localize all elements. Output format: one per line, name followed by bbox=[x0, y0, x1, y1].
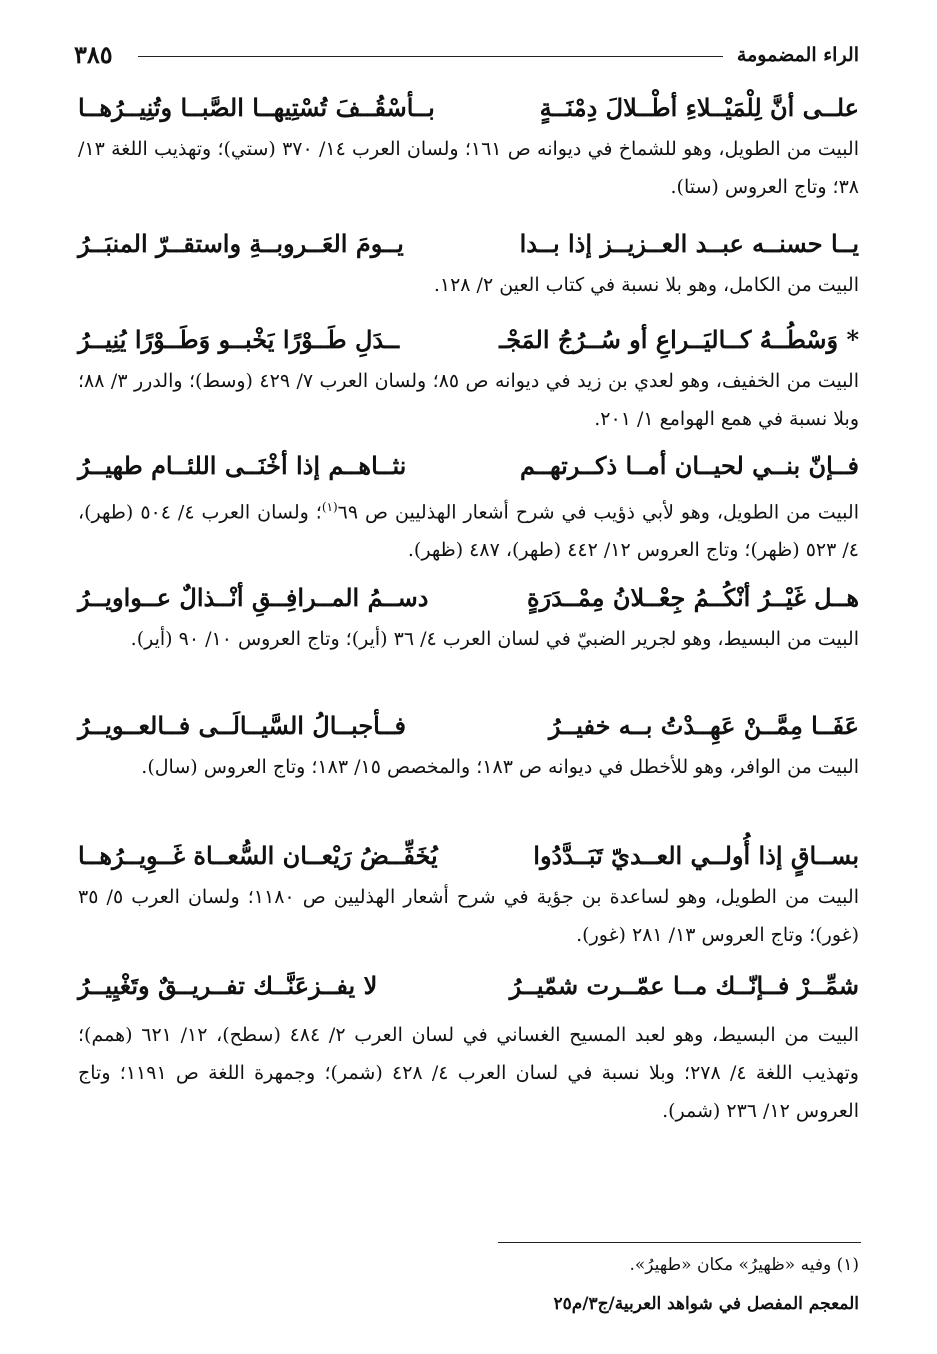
running-title: الراء المضمومة bbox=[736, 44, 859, 66]
footnote-marker: (١) bbox=[321, 500, 338, 514]
verse-entry bbox=[78, 88, 859, 206]
verse-line bbox=[78, 224, 859, 264]
source-note: البيت من الخفيف، وهو لعدي بن زيد في ديوانه ص ٨٥؛ ولسان العرب ٧/ ٤٢٩ (وسط)؛ والدرر ٣/ ٨٨؛ وبلا نسبة في همع الهوامع ١/ ٢٠١. bbox=[78, 370, 859, 430]
footnote-rule bbox=[498, 1242, 861, 1243]
source-note: البيت من البسيط، وهو لجرير الضبيّ في لسان العرب ٤/ ٣٦ (أير)؛ وتاج العروس ١٠/ ٩٠ (أير). bbox=[130, 628, 859, 650]
source-note: البيت من الوافر، وهو للأخطل في ديوانه ص ١٨٣؛ والمخصص ١٥/ ١٨٣؛ وتاج العروس (سال). bbox=[141, 756, 859, 778]
verse-line bbox=[78, 966, 859, 1006]
verse-entry bbox=[78, 966, 859, 1130]
verse-line bbox=[78, 88, 859, 128]
first-hemistich: * وَسْطُــهُ كــاليَــراعِ أو سُــرُجُ المَجْـ bbox=[499, 325, 859, 354]
verse-line bbox=[78, 320, 859, 360]
page-header bbox=[74, 40, 859, 70]
second-hemistich: دســمُ المــرافِــقِ أنْــذالٌ عــواويــرُ bbox=[78, 583, 429, 612]
second-hemistich: ــدَلِ طَــوْرًا يَخْبــو وَطَــوْرًا يُنِيــرُ bbox=[78, 325, 400, 354]
source-text-continued: ؛ ولسان العرب ٤/ ٥٠٤ (طهر)، ٤/ ٥٢٣ (ظهر)؛ وتاج العروس ١٢/ ٤٤٢ (طهر)، ٤٨٧ (ظهر). bbox=[78, 501, 859, 562]
verse-entry bbox=[78, 446, 859, 569]
verse-entry bbox=[78, 706, 859, 786]
page-footer: المعجم المفصل في شواهد العربية/ج٣/م٢٥ bbox=[553, 1294, 859, 1314]
first-hemistich: علــى أنَّ لِلْمَيْــلاءِ أطْــلالَ دِمْنَــةٍ bbox=[539, 93, 859, 122]
second-hemistich: نثــاهــم إذا أخْنَــى اللئــام طهيــرُ bbox=[78, 451, 407, 480]
verse-entry bbox=[78, 224, 859, 304]
first-hemistich: عَفَــا مِمَّــنْ عَهِــدْتُ بــه خفيــرُ bbox=[548, 711, 859, 740]
verse-line bbox=[78, 706, 859, 746]
verse-entry bbox=[78, 320, 859, 438]
verse-entry bbox=[78, 578, 859, 658]
page-number: ٣٨٥ bbox=[74, 40, 113, 69]
verse-line bbox=[78, 578, 859, 618]
source-note: البيت من الطويل، وهو للشماخ في ديوانه ص ١٦١؛ ولسان العرب ١٤/ ٣٧٠ (ستي)؛ وتهذيب اللغة ١٣/ ٣٨؛ وتاج العروس (ستا). bbox=[78, 138, 859, 198]
second-hemistich: يــومَ العَــروبــةِ واستقــرّ المنبَــرُ bbox=[78, 229, 404, 258]
verse-line bbox=[78, 446, 859, 486]
source-note bbox=[78, 488, 859, 569]
first-hemistich: شمِّــرْ فــإنّــك مــا عمّــرت شمّيــرُ bbox=[509, 971, 859, 1000]
verse-entry bbox=[78, 836, 859, 954]
footnote: (١) وفيه «ظهيرُ» مكان «طهيرُ». bbox=[629, 1255, 859, 1275]
first-hemistich: فــإنّ بنــي لحيــان أمــا ذكــرتهــم bbox=[519, 451, 859, 480]
first-hemistich: يــا حسنــه عبــد العــزيــز إذا بــدا bbox=[519, 229, 859, 258]
second-hemistich: بــأسْقُــفَ تُسْتِيهــا الصَّبــا وتُنِيــرُهــا bbox=[78, 93, 435, 122]
verse-line bbox=[78, 836, 859, 876]
second-hemistich: فــأجبــالُ السَّيــالَــى فــالعــويــرُ bbox=[78, 711, 407, 740]
second-hemistich: يُخَفِّــضُ رَيْعــان السُّعــاة غَــوِيــرُهــا bbox=[78, 841, 438, 870]
source-note: البيت من الكامل، وهو بلا نسبة في كتاب العين ٢/ ١٢٨. bbox=[433, 274, 859, 296]
source-note: البيت من الطويل، وهو لساعدة بن جؤية في شرح أشعار الهذليين ص ١١٨٠؛ ولسان العرب ٥/ ٣٥ (غور)؛ وتاج العروس ١٣/ ٢٨١ (غور). bbox=[78, 886, 859, 946]
source-note: البيت من البسيط، وهو لعبد المسيح الغساني في لسان العرب ٢/ ٤٨٤ (سطح)، ١٢/ ٦٢١ (همم)؛ وتهذيب اللغة ٤/ ٢٧٨؛ وبلا نسبة في لسان العرب ٤/ ٤٢٨ (شمر)؛ وجمهرة اللغة ص ١١٩١؛ وتاج العروس ١٢/ ٢٣٦ (شمر). bbox=[78, 1024, 859, 1122]
first-hemistich: بســاقٍ إذا أُولــي العــديّ تَبَــدَّدُوا bbox=[533, 841, 859, 870]
second-hemistich: لا يفــزعَنَّــك تفــريــقٌ وتَغْيِيــرُ bbox=[78, 971, 378, 1000]
header-rule bbox=[138, 56, 723, 57]
source-text: البيت من الطويل، وهو لأبي ذؤيب في شرح أشعار الهذليين ص ٦٩ bbox=[337, 501, 859, 524]
first-hemistich: هــل غَيْــرُ أنْكُــمُ جِعْــلانُ مِمْــدَرَةٍ bbox=[526, 583, 859, 612]
